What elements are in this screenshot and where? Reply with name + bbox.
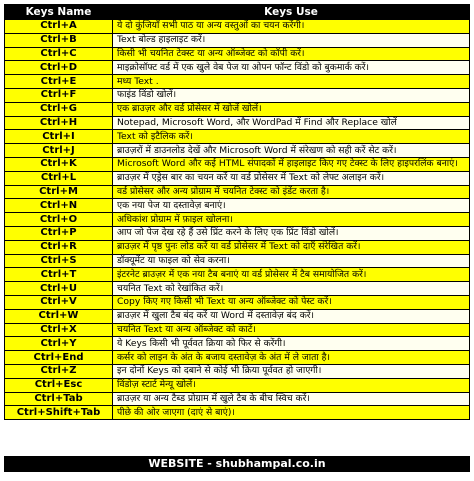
shortcut-table bbox=[4, 4, 470, 420]
key-name-cell: Ctrl+X bbox=[5, 323, 113, 337]
key-name-cell: Ctrl+S bbox=[5, 254, 113, 268]
table-row bbox=[5, 199, 470, 213]
table-row bbox=[5, 20, 470, 34]
table-row bbox=[5, 364, 470, 378]
table-row bbox=[5, 392, 470, 406]
table-row bbox=[5, 240, 470, 254]
key-use-cell: Copy किए गए किसी भी Text या अन्य ऑब्जेक्ट को पेस्ट करें। bbox=[113, 295, 470, 309]
key-use-cell: अधिकांश प्रोग्राम में फ़ाइल खोलना। bbox=[113, 213, 470, 227]
key-use-cell: ब्राउज़र में एड्रेस बार का चयन करें या वर्ड प्रोसेसर में Text को लेफ्ट अलाइन करें। bbox=[113, 171, 470, 185]
key-use-cell: कर्सर को लाइन के अंत के बजाय दस्तावेज़ के अंत में ले जाता है। bbox=[113, 351, 470, 365]
key-use-cell: ब्राउज़र या अन्य टैब्ड प्रोग्राम में खुले टैब के बीच स्विच करें। bbox=[113, 392, 470, 406]
table-header-row bbox=[5, 5, 470, 20]
key-use-cell: आप जो पेज देख रहे हैं उसे प्रिंट करने के लिए एक प्रिंट विंडो खोलें। bbox=[113, 226, 470, 240]
key-name-cell: Ctrl+I bbox=[5, 130, 113, 144]
key-name-cell: Ctrl+E bbox=[5, 75, 113, 89]
key-name-cell: Ctrl+Shift+Tab bbox=[5, 406, 113, 420]
key-name-cell: Ctrl+L bbox=[5, 171, 113, 185]
table-row bbox=[5, 254, 470, 268]
table-row bbox=[5, 61, 470, 75]
key-use-cell: डॉक्यूमेंट या फाइल को सेव करना। bbox=[113, 254, 470, 268]
table-row bbox=[5, 213, 470, 227]
key-name-cell: Ctrl+V bbox=[5, 295, 113, 309]
table-row bbox=[5, 378, 470, 392]
keys-name-header: Keys Name bbox=[5, 5, 113, 20]
key-use-cell: विंडोज़ स्टार्ट मेन्यू खोलें। bbox=[113, 378, 470, 392]
key-name-cell: Ctrl+C bbox=[5, 47, 113, 61]
table-row bbox=[5, 323, 470, 337]
key-use-cell: ये दो कुंजियाँ सभी पाठ या अन्य वस्तुओं का चयन करेंगी। bbox=[113, 20, 470, 34]
key-use-cell: मध्य Text . bbox=[113, 75, 470, 89]
table-row bbox=[5, 185, 470, 199]
table-row bbox=[5, 295, 470, 309]
key-name-cell: Ctrl+G bbox=[5, 102, 113, 116]
key-use-cell: वर्ड प्रोसेसर और अन्य प्रोग्राम में चयनित टेक्स्ट को इंडेंट करता है। bbox=[113, 185, 470, 199]
key-use-cell: Text को इटैलिक करें। bbox=[113, 130, 470, 144]
key-use-cell: किसी भी चयनित टेक्स्ट या अन्य ऑब्जेक्ट को कॉपी करें। bbox=[113, 47, 470, 61]
key-name-cell: Ctrl+End bbox=[5, 351, 113, 365]
table-row bbox=[5, 88, 470, 102]
table-row bbox=[5, 33, 470, 47]
key-name-cell: Ctrl+Y bbox=[5, 337, 113, 351]
table-row bbox=[5, 337, 470, 351]
table-row bbox=[5, 130, 470, 144]
key-use-cell: माइक्रोसॉफ्ट वर्ड में एक खुले वेब पेज या ओपन फॉन्ट विंडो को बुकमार्क करें। bbox=[113, 61, 470, 75]
key-name-cell: Ctrl+A bbox=[5, 20, 113, 34]
website-footer: WEBSITE - shubhampal.co.in bbox=[4, 456, 470, 472]
key-name-cell: Ctrl+R bbox=[5, 240, 113, 254]
key-use-cell: ब्राउज़र में खुला टैब बंद करें या Word में दस्तावेज़ बंद करें। bbox=[113, 309, 470, 323]
table-row bbox=[5, 116, 470, 130]
key-name-cell: Ctrl+U bbox=[5, 282, 113, 296]
key-use-cell: इंटरनेट ब्राउज़र में एक नया टैब बनाएं या वर्ड प्रोसेसर में टैब समायोजित करें। bbox=[113, 268, 470, 282]
keys-use-header: Keys Use bbox=[113, 5, 470, 20]
table-row bbox=[5, 309, 470, 323]
shortcut-rows bbox=[5, 20, 470, 420]
key-use-cell: ब्राउज़र में पृष्ठ पुनः लोड करें या वर्ड प्रोसेसर में Text को दाएँ संरेखित करें। bbox=[113, 240, 470, 254]
key-name-cell: Ctrl+P bbox=[5, 226, 113, 240]
table-row bbox=[5, 406, 470, 420]
key-use-cell: चयनित Text या अन्य ऑब्जेक्ट को काटें। bbox=[113, 323, 470, 337]
key-name-cell: Ctrl+J bbox=[5, 144, 113, 158]
table-row bbox=[5, 282, 470, 296]
key-name-cell: Ctrl+K bbox=[5, 157, 113, 171]
key-name-cell: Ctrl+T bbox=[5, 268, 113, 282]
key-name-cell: Ctrl+W bbox=[5, 309, 113, 323]
key-name-cell: Ctrl+Esc bbox=[5, 378, 113, 392]
key-use-cell: पीछे की ओर जाएगा (दाएं से बाएं)। bbox=[113, 406, 470, 420]
key-name-cell: Ctrl+Tab bbox=[5, 392, 113, 406]
table-row bbox=[5, 268, 470, 282]
key-use-cell: ब्राउज़रों में डाउनलोड देखें और Microsoft Word में संरेखण को सही करें सेट करें। bbox=[113, 144, 470, 158]
key-use-cell: Text बोल्ड हाइलाइट करें। bbox=[113, 33, 470, 47]
table-row bbox=[5, 47, 470, 61]
table-row bbox=[5, 102, 470, 116]
key-use-cell: Notepad, Microsoft Word, और WordPad में Find और Replace खोलें bbox=[113, 116, 470, 130]
table-row bbox=[5, 157, 470, 171]
table-row bbox=[5, 171, 470, 185]
key-use-cell: फाइंड विंडो खोलें। bbox=[113, 88, 470, 102]
key-name-cell: Ctrl+D bbox=[5, 61, 113, 75]
table-row bbox=[5, 226, 470, 240]
key-name-cell: Ctrl+F bbox=[5, 88, 113, 102]
key-use-cell: इन दोनों Keys को दबाने से कोई भी क्रिया पूर्ववत हो जाएगी। bbox=[113, 364, 470, 378]
table-row bbox=[5, 75, 470, 89]
key-name-cell: Ctrl+B bbox=[5, 33, 113, 47]
key-name-cell: Ctrl+Z bbox=[5, 364, 113, 378]
table-row bbox=[5, 144, 470, 158]
key-name-cell: Ctrl+O bbox=[5, 213, 113, 227]
key-name-cell: Ctrl+M bbox=[5, 185, 113, 199]
key-use-cell: ये Keys किसी भी पूर्ववत क्रिया को फिर से करेंगी। bbox=[113, 337, 470, 351]
key-name-cell: Ctrl+N bbox=[5, 199, 113, 213]
key-use-cell: एक ब्राउज़र और वर्ड प्रोसेसर में खोजें खोलें। bbox=[113, 102, 470, 116]
key-name-cell: Ctrl+H bbox=[5, 116, 113, 130]
table-row bbox=[5, 351, 470, 365]
key-use-cell: चयनित Text को रेखांकित करें। bbox=[113, 282, 470, 296]
key-use-cell: Microsoft Word और कई HTML संपादकों में हाइलाइट किए गए टेक्स्ट के लिए हाइपरलिंक बनाएं। bbox=[113, 157, 470, 171]
key-use-cell: एक नया पेज या दस्तावेज़ बनाएं। bbox=[113, 199, 470, 213]
